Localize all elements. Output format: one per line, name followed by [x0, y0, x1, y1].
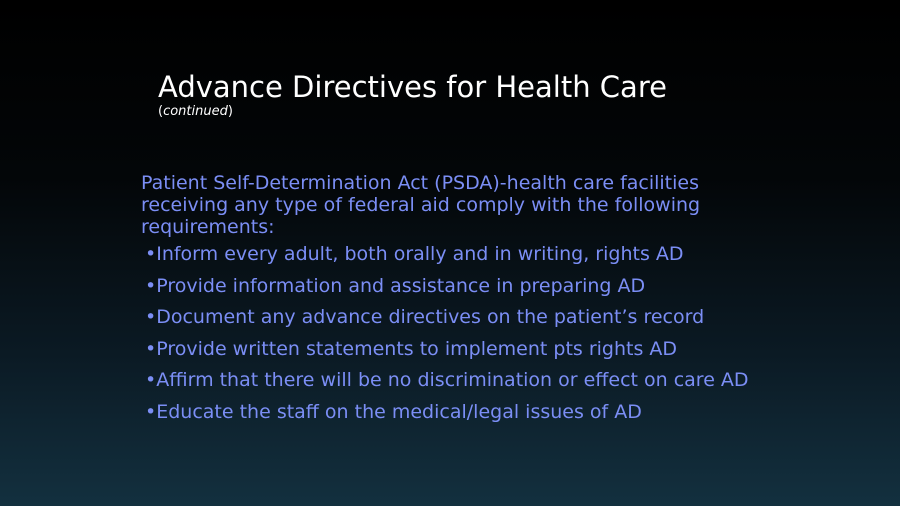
slide-title: Advance Directives for Health Care — [158, 70, 667, 104]
bullet-dot-icon: • — [145, 337, 157, 360]
bullet-list — [141, 243, 761, 423]
bullet-text: Provide information and assistance in preparing AD — [156, 274, 646, 297]
bullet-item — [145, 338, 761, 360]
bullet-dot-icon: • — [145, 306, 157, 328]
bullet-item — [145, 401, 761, 423]
subtitle-close-paren: ) — [227, 104, 233, 119]
title-block — [158, 70, 858, 120]
slide-subtitle — [158, 104, 858, 120]
intro-text: Patient Self-Determination Act (PSDA)-health care facilities receiving any type of federal aid comply with the following requirements: — [141, 172, 701, 238]
bullet-item — [145, 275, 761, 297]
bullet-text: Provide written statements to implement pts rights AD — [156, 337, 678, 360]
bullet-dot-icon: • — [145, 243, 157, 265]
bullet-text: Affirm that there will be no discrimination or effect on care AD — [156, 369, 749, 391]
subtitle-text: continued — [163, 104, 228, 119]
bullet-text: Document any advance directives on the patient’s record — [156, 306, 705, 328]
bullet-text: Educate the staff on the medical/legal issues of AD — [156, 400, 642, 423]
bullet-dot-icon: • — [145, 274, 157, 297]
bullet-dot-icon: • — [145, 400, 157, 423]
subtitle-open-paren: ( — [158, 104, 164, 119]
bullet-text: Inform every adult, both orally and in writing, rights AD — [156, 243, 684, 265]
bullet-dot-icon: • — [145, 369, 157, 391]
bullet-item — [145, 306, 761, 328]
body-block — [141, 172, 761, 432]
bullet-item — [145, 243, 761, 265]
bullet-item — [145, 369, 761, 391]
